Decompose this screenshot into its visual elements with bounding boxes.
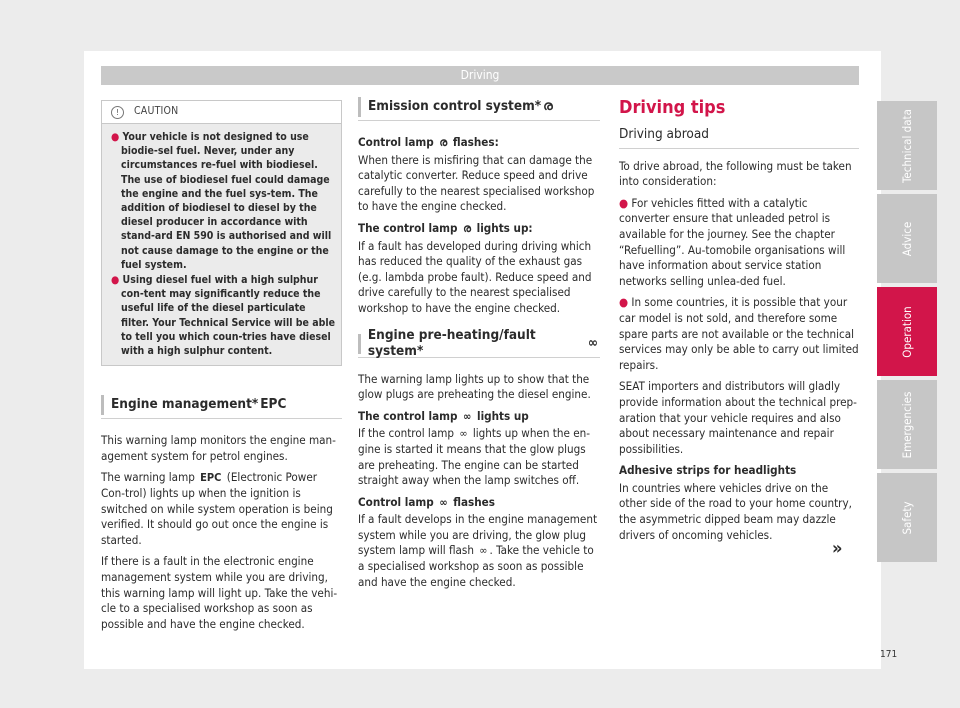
paragraph: If there is a fault in the electronic engine management system while you are driving, this warning lamp will light up. Take the vehi-cle to a specialised workshop as soon as possible and have the engine checked. <box>101 554 338 631</box>
subheading: Adhesive strips for headlights <box>619 463 797 478</box>
paragraph: The warning lamp EPC (Electronic Power Con-trol) lights up when the ignition is switched on while system operation is being verified. It should go out once the engine is started. <box>101 470 333 547</box>
tab-safety[interactable]: Safety <box>877 473 937 562</box>
page-title: Driving tips <box>619 97 726 118</box>
paragraph: When there is misfiring that can damage the catalytic converter. Reduce speed and drive carefully to the nearest specialised workshop to have the engine checked. <box>358 152 595 214</box>
paragraph: This warning lamp monitors the engine man-agement system for petrol engines. <box>101 433 336 463</box>
tab-technical-data[interactable]: Technical data <box>877 101 937 190</box>
section-heading-driving-abroad: Driving abroad <box>619 122 859 149</box>
subheading: The control lamp ര lights up: <box>358 220 533 235</box>
subheading: Control lamp ∞ flashes <box>358 494 495 509</box>
glow-plug-icon: ∞ <box>463 409 472 423</box>
epc-icon: EPC <box>200 471 222 485</box>
tab-advice[interactable]: Advice <box>877 194 937 283</box>
paragraph: The warning lamp lights up to show that the glow plugs are preheating the diesel engine. <box>358 371 591 402</box>
caution-box <box>101 100 342 366</box>
continue-arrow-icon: » <box>832 538 843 559</box>
epc-icon: EPC <box>260 396 287 413</box>
column-right <box>619 97 859 549</box>
bullet-icon: ● <box>111 131 120 143</box>
paragraph: In countries where vehicles drive on the other side of the road to your home country, the asymmetric dipped beam may dazzle drivers of oncoming vehicles. <box>619 480 852 542</box>
tab-operation[interactable]: Operation <box>877 287 937 376</box>
column-left <box>101 100 342 638</box>
caution-item: ● Using diesel fuel with a high sulphur con-tent may significantly reduce the useful life of the diesel particulate filter. Your Technical Service will be able to tell you which coun-tries have diesel with a high sulphur content. <box>111 274 335 358</box>
paragraph: If the control lamp ∞ lights up when the en-gine is started it means that the glow plugs are preheating. The engine can be started straight away when the lamp switches off. <box>358 426 591 488</box>
caution-body <box>102 124 341 365</box>
emission-lamp-icon: ര <box>439 136 448 149</box>
paragraph: To drive abroad, the following must be taken into consideration: <box>619 158 852 189</box>
page-number: 171 <box>880 649 898 660</box>
subheading: Control lamp ര flashes: <box>358 135 499 149</box>
emission-lamp-icon: ര <box>463 221 472 235</box>
caution-label: CAUTION <box>134 105 179 118</box>
section-heading-engine-management: Engine management* EPC <box>101 392 342 419</box>
glow-plug-icon: ∞ <box>479 544 488 558</box>
bullet-icon: ● <box>619 195 629 210</box>
glow-plug-icon: ∞ <box>587 334 598 351</box>
glow-plug-icon: ∞ <box>459 427 468 441</box>
caution-header <box>102 101 341 124</box>
caution-item: ● Your vehicle is not designed to use biodie-sel fuel. Never, under any circumstances re-fuel with biodiesel. The use of biodiesel fuel could damage the engine and the fuel sys-tem. The addition of biodiesel to diesel by the diesel producer in accordance with stand-ard EN 590 is authorised and will not cause damage to the engine or the fuel system. <box>111 131 332 271</box>
list-item: ● In some countries, it is possible that your car model is not sold, and therefore some spare parts are not available or the technical services may only be able to carry out limited repairs. <box>619 295 859 372</box>
bullet-icon: ● <box>111 274 120 287</box>
tab-emergencies[interactable]: Emergencies <box>877 380 937 469</box>
section-heading-emission: Emission control system* ര <box>358 94 600 121</box>
glow-plug-icon: ∞ <box>439 495 448 509</box>
subheading: The control lamp ∞ lights up <box>358 408 529 423</box>
paragraph: SEAT importers and distributors will gladly provide information about the technical prep-aration that your vehicle requires and also about necessary maintenance and repair possibilities. <box>619 379 857 456</box>
paragraph: If a fault has developed during driving which has reduced the quality of the exhaust gas (e.g. lambda probe fault). Reduce speed and drive carefully to the nearest specialised workshop to have the engine checked. <box>358 238 592 315</box>
bullet-icon: ● <box>619 295 629 310</box>
caution-icon: ! <box>111 106 124 119</box>
paragraph: If a fault develops in the engine management system while you are driving, the glow plug system lamp will flash ∞ . Take the vehicle to a specialised workshop as soon as possible and have the engine checked. <box>358 512 598 589</box>
list-item: ● For vehicles fitted with a catalytic converter ensure that unleaded petrol is available for the journey. See the chapter “Refuelling”. Au-tomobile organisations will have information about service station networks selling unlea-ded fuel. <box>619 195 846 288</box>
side-tabs <box>877 101 937 566</box>
emission-lamp-icon: ര <box>543 98 553 115</box>
column-middle <box>358 94 600 596</box>
chapter-header: Driving <box>101 66 859 85</box>
section-heading-preheating: Engine pre-heating/fault system* ∞ <box>358 331 600 358</box>
